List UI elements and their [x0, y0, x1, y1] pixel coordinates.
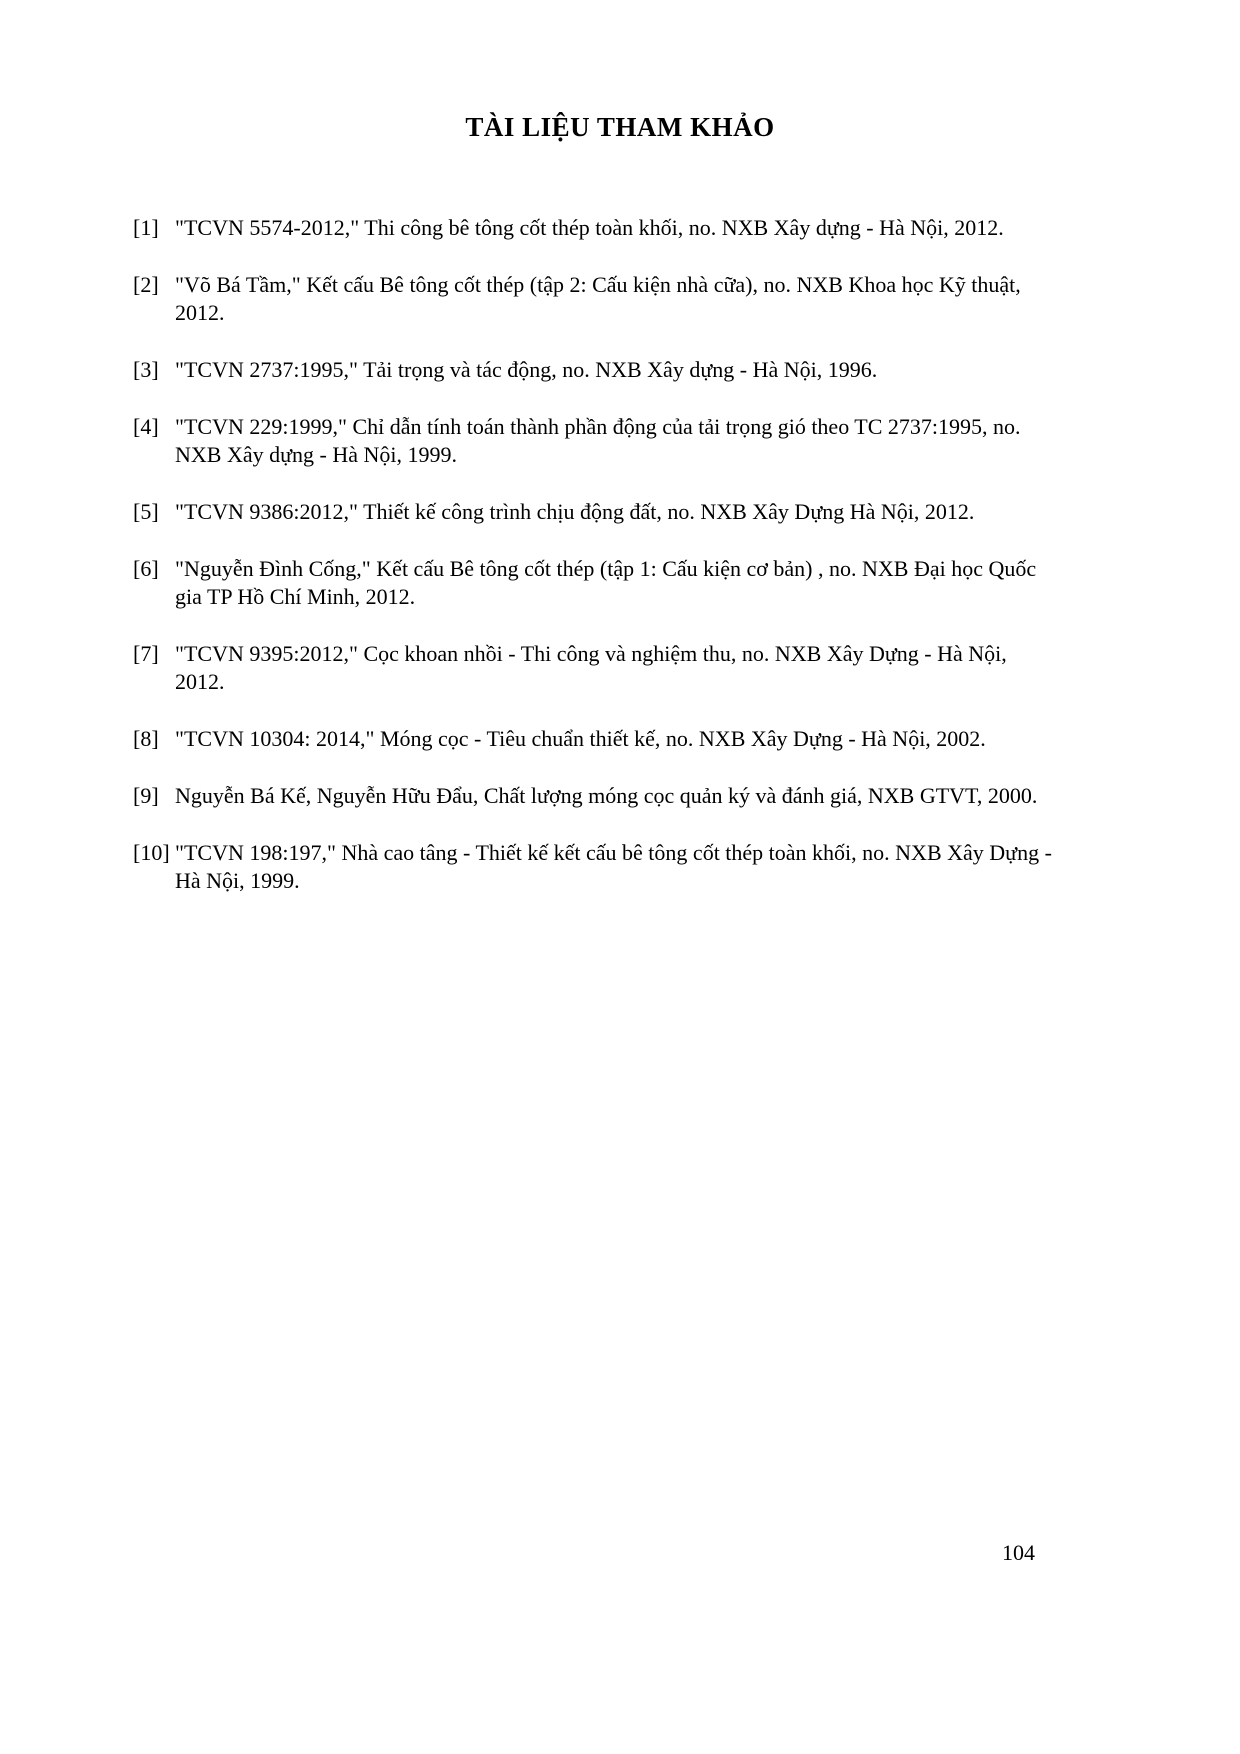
reference-label: [10] [133, 840, 170, 865]
reference-item [133, 498, 1073, 526]
reference-text: "TCVN 2737:1995," Tải trọng và tác động, no. NXB Xây dựng - Hà Nội, 1996. [175, 357, 878, 382]
reference-item [133, 839, 1073, 895]
reference-item [133, 555, 1073, 611]
reference-text: "TCVN 9395:2012," Cọc khoan nhồi - Thi công và nghiệm thu, no. NXB Xây Dựng - Hà Nội, 2012. [175, 641, 1007, 694]
page-number: 104 [1002, 1540, 1035, 1565]
reference-item [133, 413, 1073, 469]
reference-label: [7] [133, 641, 159, 666]
reference-label: [6] [133, 556, 159, 581]
reference-list [133, 214, 1073, 895]
reference-text: "TCVN 9386:2012," Thiết kế công trình chịu động đất, no. NXB Xây Dựng Hà Nội, 2012. [175, 499, 975, 524]
reference-text: "Võ Bá Tầm," Kết cấu Bê tông cốt thép (tập 2: Cấu kiện nhà cữa), no. NXB Khoa học Kỹ thuật, 2012. [175, 272, 1021, 325]
reference-item [133, 271, 1073, 327]
reference-text: "Nguyễn Đình Cống," Kết cấu Bê tông cốt thép (tập 1: Cấu kiện cơ bản) , no. NXB Đại học Quốc gia TP Hồ Chí Minh, 2012. [175, 556, 1037, 609]
reference-label: [9] [133, 783, 159, 808]
reference-text: Nguyễn Bá Kế, Nguyễn Hữu Đẩu, Chất lượng móng cọc quản ký và đánh giá, NXB GTVT, 2000. [175, 783, 1038, 808]
reference-text: "TCVN 10304: 2014," Móng cọc - Tiêu chuẩn thiết kế, no. NXB Xây Dựng - Hà Nội, 2002. [175, 726, 986, 751]
reference-text: "TCVN 198:197," Nhà cao tâng - Thiết kế kết cấu bê tông cốt thép toàn khối, no. NXB Xây Dựng - Hà Nội, 1999. [175, 840, 1052, 893]
reference-label: [1] [133, 215, 159, 240]
reference-label: [3] [133, 357, 159, 382]
reference-label: [2] [133, 272, 159, 297]
reference-item [133, 356, 1073, 384]
reference-item [133, 214, 1073, 242]
reference-item [133, 782, 1073, 810]
reference-label: [4] [133, 414, 159, 439]
reference-label: [8] [133, 726, 159, 751]
reference-text: "TCVN 5574-2012," Thi công bê tông cốt thép toàn khối, no. NXB Xây dựng - Hà Nội, 2012. [175, 215, 1004, 240]
reference-item [133, 725, 1073, 753]
reference-text: "TCVN 229:1999," Chỉ dẫn tính toán thành phần động của tải trọng gió theo TC 2737:1995, no. NXB Xây dựng - Hà Nội, 1999. [175, 414, 1021, 467]
reference-label: [5] [133, 499, 159, 524]
reference-item [133, 640, 1073, 696]
page-title: TÀI LIỆU THAM KHẢO [465, 112, 775, 142]
